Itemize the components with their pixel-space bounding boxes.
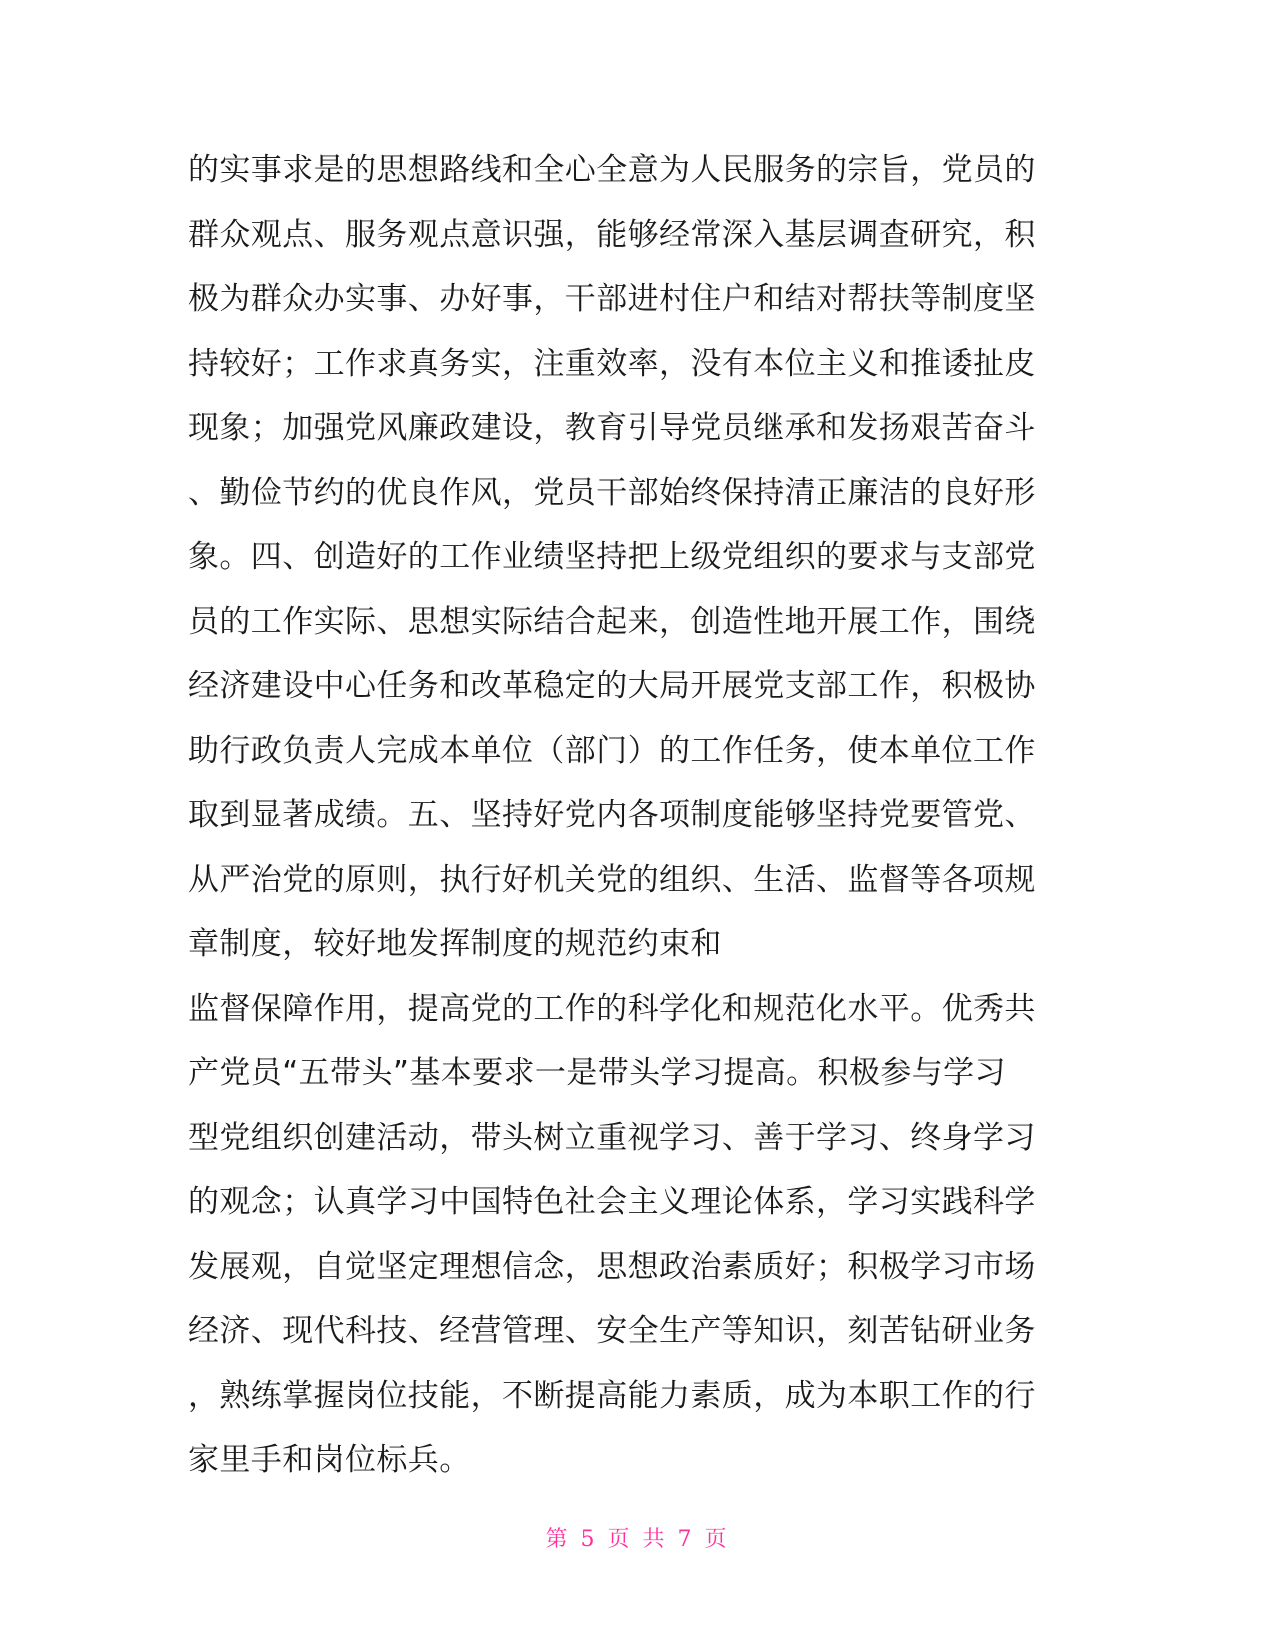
text-line: 家里手和岗位标兵。: [188, 1442, 471, 1478]
text-line: 经济、现代科技、经营管理、安全生产等知识，刻苦钻研业务: [188, 1313, 1036, 1349]
text-line: 现象；加强党风廉政建设，教育引导党员继承和发扬艰苦奋斗: [188, 410, 1036, 446]
text-line: 极为群众办实事、办好事，干部进村住户和结对帮扶等制度坚: [188, 281, 1036, 317]
text-line: 章制度，较好地发挥制度的规范约束和: [188, 926, 722, 962]
page-number-footer: 第 5 页 共 7 页: [545, 1527, 730, 1552]
text-line: ，熟练掌握岗位技能，不断提高能力素质，成为本职工作的行: [188, 1377, 1036, 1414]
text-line: 型党组织创建活动，带头树立重视学习、善于学习、终身学习: [188, 1119, 1036, 1156]
text-line: 持较好；工作求真务实，注重效率，没有本位主义和推诿扯皮: [188, 345, 1036, 382]
text-line: 员的工作实际、思想实际结合起来，创造性地开展工作，围绕: [188, 603, 1036, 640]
text-line: 群众观点、服务观点意识强，能够经常深入基层调查研究，积: [188, 216, 1036, 253]
body-text: [188, 138, 1088, 1493]
text-line: 的观念；认真学习中国特色社会主义理论体系，学习实践科学: [188, 1184, 1036, 1220]
text-line: 助行政负责人完成本单位（部门）的工作任务，使本单位工作: [188, 732, 1036, 769]
text-line: 经济建设中心任务和改革稳定的大局开展党支部工作，积极协: [188, 668, 1036, 704]
text-line: 象。四、创造好的工作业绩坚持把上级党组织的要求与支部党: [188, 539, 1036, 575]
text-line: 从严治党的原则，执行好机关党的组织、生活、监督等各项规: [188, 861, 1036, 898]
text-line: 监督保障作用，提高党的工作的科学化和规范化水平。优秀共: [188, 990, 1036, 1027]
text-line: 产党员“五带头”基本要求一是带头学习提高。积极参与学习: [188, 1055, 1006, 1091]
text-line: 的实事求是的思想路线和全心全意为人民服务的宗旨，党员的: [188, 152, 1036, 188]
text-line: 取到显著成绩。五、坚持好党内各项制度能够坚持党要管党、: [188, 797, 1036, 833]
text-line: 发展观，自觉坚定理想信念，思想政治素质好；积极学习市场: [188, 1248, 1036, 1285]
text-line: 、勤俭节约的优良作风，党员干部始终保持清正廉洁的良好形: [188, 474, 1036, 511]
